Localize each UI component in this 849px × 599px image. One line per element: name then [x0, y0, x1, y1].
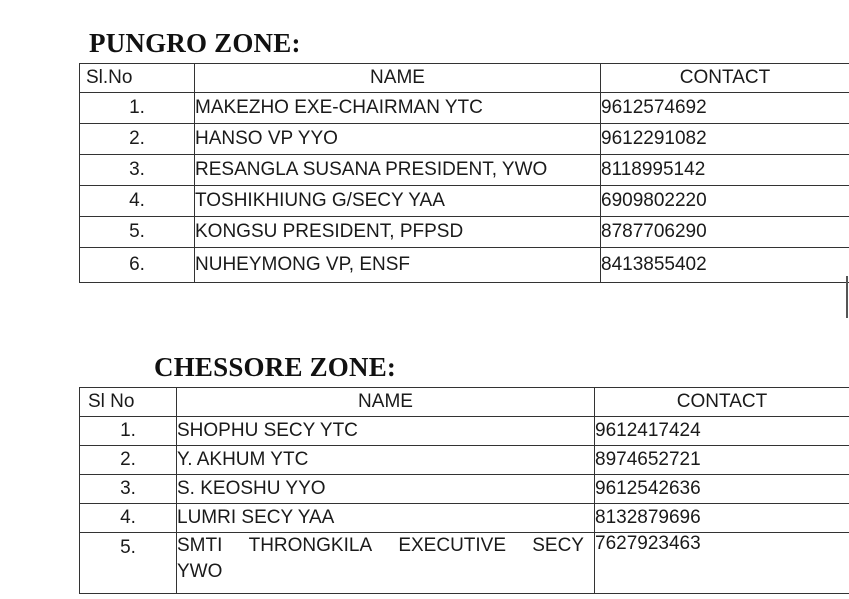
header-contact: CONTACT	[601, 64, 849, 93]
row-sl-no: 5.	[80, 533, 177, 594]
table-row	[80, 186, 849, 217]
row-sl-no: 2.	[80, 124, 195, 155]
table-row	[80, 155, 849, 186]
row-sl-no: 4.	[80, 504, 177, 533]
row-name: TOSHIKHIUNG G/SECY YAA	[195, 186, 601, 217]
row-contact: 9612542636	[595, 475, 849, 504]
row-name: S. KEOSHU YYO	[177, 475, 595, 504]
row-name: HANSO VP YYO	[195, 124, 601, 155]
table-row	[80, 217, 849, 248]
row-contact: 8787706290	[601, 217, 849, 248]
table-row	[80, 504, 849, 533]
pungro-contact-table	[79, 63, 849, 283]
row-sl-no: 3.	[80, 475, 177, 504]
row-contact: 8413855402	[601, 248, 849, 283]
table-header-row	[80, 388, 849, 417]
chessore-contact-table	[79, 387, 849, 594]
table-row	[80, 93, 849, 124]
row-sl-no: 1.	[80, 417, 177, 446]
row-contact: 8118995142	[601, 155, 849, 186]
row-name: SHOPHU SECY YTC	[177, 417, 595, 446]
header-name: NAME	[177, 388, 595, 417]
header-name: NAME	[195, 64, 601, 93]
row-name-line-2: YWO	[177, 561, 223, 582]
row-sl-no: 6.	[80, 248, 195, 283]
row-name-word: SMTI	[177, 535, 223, 556]
row-contact: 9612291082	[601, 124, 849, 155]
row-name-word: THRONGKILA	[248, 535, 373, 556]
header-sl-no: Sl.No	[80, 64, 195, 93]
row-sl-no: 3.	[80, 155, 195, 186]
row-sl-no: 2.	[80, 446, 177, 475]
row-contact: 9612417424	[595, 417, 849, 446]
row-contact: 9612574692	[601, 93, 849, 124]
header-sl-no: Sl No	[80, 388, 177, 417]
header-contact: CONTACT	[595, 388, 849, 417]
table-row	[80, 248, 849, 283]
row-sl-no: 1.	[80, 93, 195, 124]
table-header-row	[80, 64, 849, 93]
page-edge-line	[846, 276, 848, 318]
row-sl-no: 4.	[80, 186, 195, 217]
row-name: Y. AKHUM YTC	[177, 446, 595, 475]
row-name: RESANGLA SUSANA PRESIDENT, YWO	[195, 155, 601, 186]
row-name: NUHEYMONG VP, ENSF	[195, 248, 601, 283]
row-contact: 8132879696	[595, 504, 849, 533]
table-row	[80, 475, 849, 504]
row-sl-no: 5.	[80, 217, 195, 248]
row-name: LUMRI SECY YAA	[177, 504, 595, 533]
row-name: KONGSU PRESIDENT, PFPSD	[195, 217, 601, 248]
row-name	[177, 533, 595, 594]
zone-title-pungro: PUNGRO ZONE:	[89, 28, 301, 58]
row-contact: 7627923463	[595, 533, 849, 594]
table-row	[80, 124, 849, 155]
row-name-word: SECY	[532, 535, 584, 556]
row-contact: 6909802220	[601, 186, 849, 217]
table-row	[80, 446, 849, 475]
row-contact: 8974652721	[595, 446, 849, 475]
row-name-word: EXECUTIVE	[398, 535, 507, 556]
zone-title-chessore: CHESSORE ZONE:	[154, 352, 397, 382]
table-row	[80, 533, 849, 594]
row-name: MAKEZHO EXE-CHAIRMAN YTC	[195, 93, 601, 124]
table-row	[80, 417, 849, 446]
row-name-line-1	[177, 533, 594, 559]
